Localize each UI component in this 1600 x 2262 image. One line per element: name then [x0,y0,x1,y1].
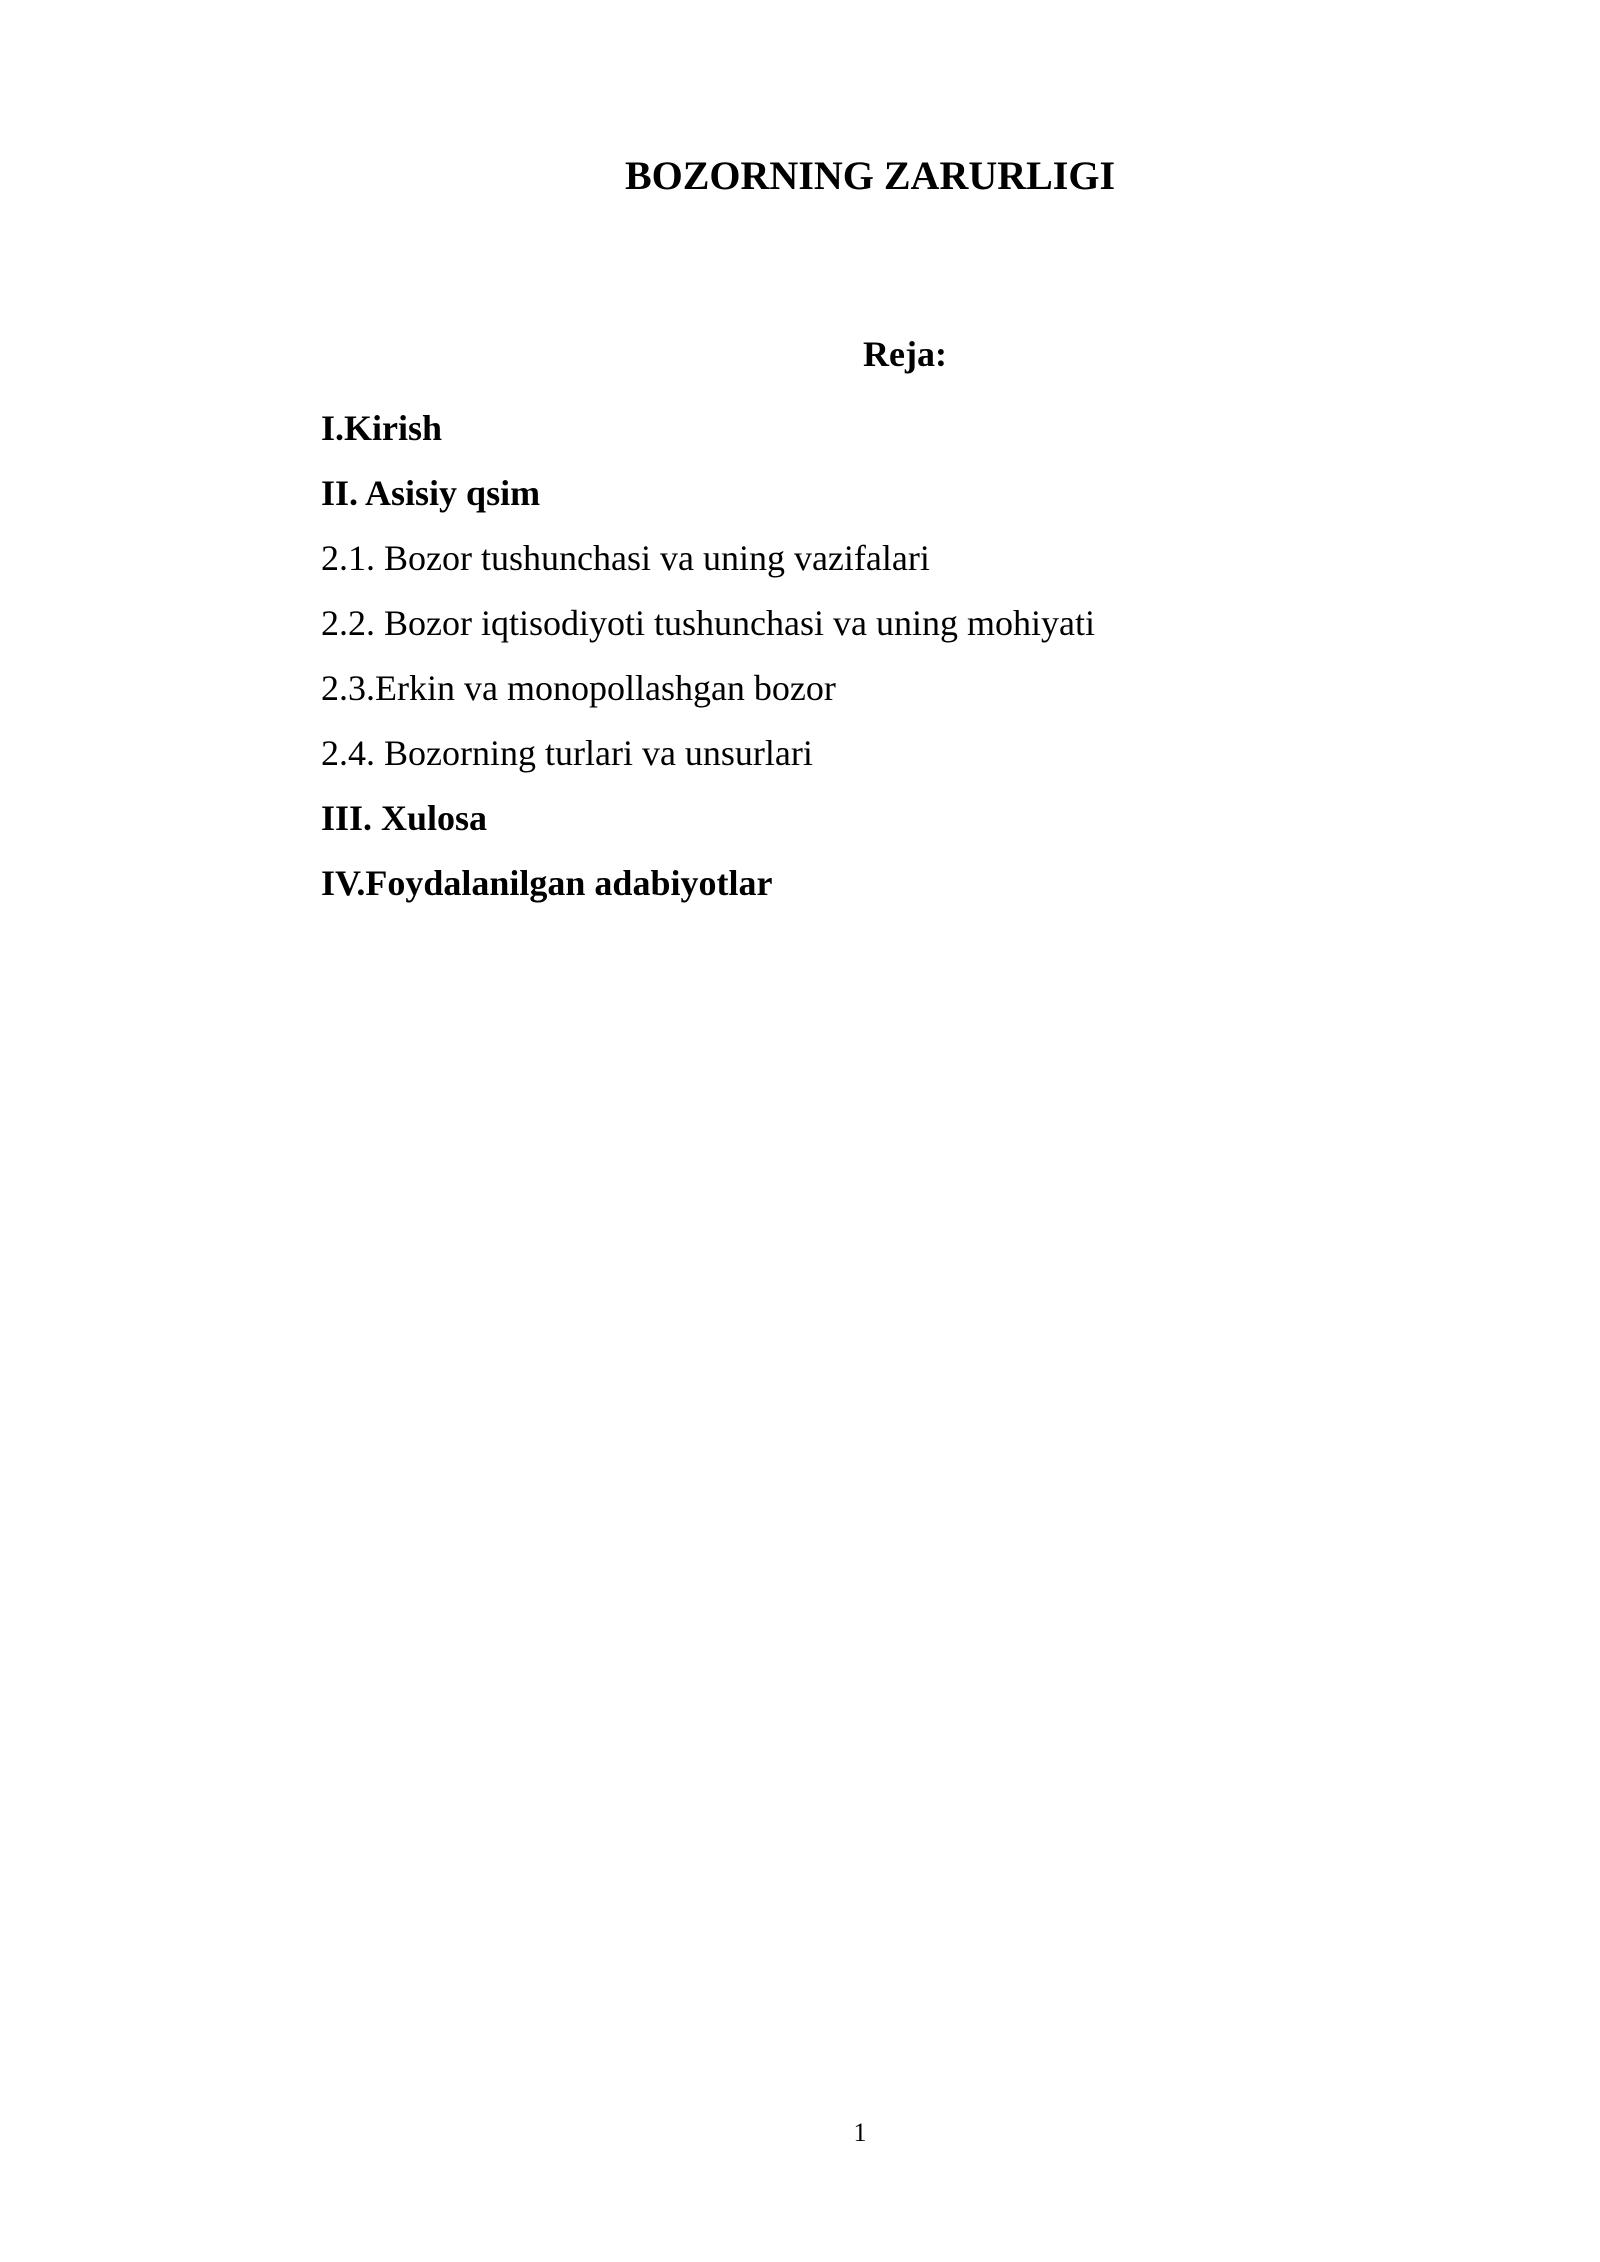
toc-item: 2.2. Bozor iqtisodiyoti tushunchasi va uning mohiyati [321,603,1095,643]
table-of-contents [321,396,1095,916]
page-number: 1 [853,2118,867,2147]
toc-item: 2.3.Erkin va monopollashgan bozor [321,668,836,708]
toc-item: I.Kirish [321,408,443,448]
toc-item: 2.4. Bozorning turlari va unsurlari [321,733,813,773]
document-title: BOZORNING ZARURLIGI [624,153,1116,198]
toc-item: II. Asisiy qsim [321,473,541,513]
toc-item: IV.Foydalanilgan adabiyotlar [321,863,773,903]
toc-item: 2.1. Bozor tushunchasi va uning vazifalari [321,538,930,578]
toc-item: III. Xulosa [321,798,488,838]
plan-heading: Reja: [863,334,947,374]
